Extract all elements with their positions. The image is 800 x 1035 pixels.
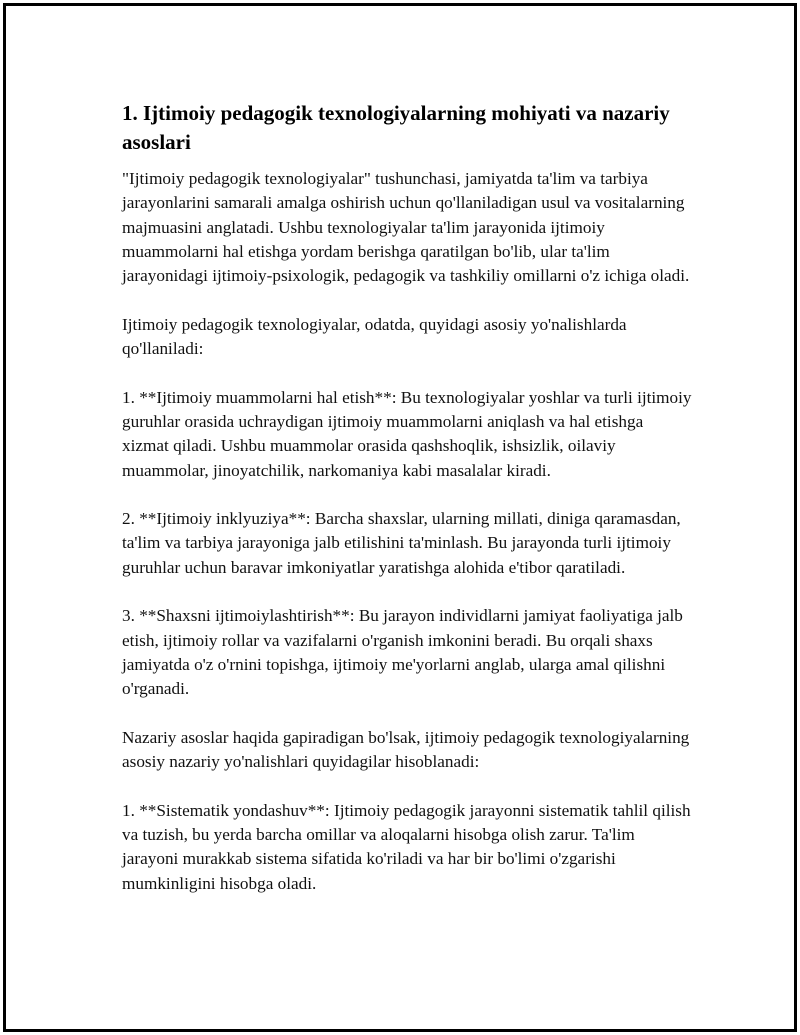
paragraph-directions: Ijtimoiy pedagogik texnologiyalar, odatda, quyidagi asosiy yo'nalishlarda qo'llaniladi:	[122, 314, 627, 359]
document-body	[122, 99, 694, 920]
list-item-social-inclusion: 2. **Ijtimoiy inklyuziya**: Barcha shaxslar, ularning millati, diniga qaramasdan, ta'lim va tarbiya jarayoniga jalb etilishini ta'minlash. Bu jarayonda turli ijtimoiy guruhlar uchun baravar imkoniyatlar yaratishga alohida e'tibor qaratiladi.	[122, 509, 681, 577]
list-item-socialization: 3. **Shaxsni ijtimoiylashtirish**: Bu jarayon individlarni jamiyat faoliyatiga jalb etish, ijtimoiy rollar va vazifalarni o'rganish imkonini beradi. Bu orqali shaxs jamiyatda o'z o'rnini topishga, ijtimoiy me'yorlarni anglab, ularga amal qilishni o'rganadi.	[122, 606, 683, 699]
paragraph-intro: "Ijtimoiy pedagogik texnologiyalar" tushunchasi, jamiyatda ta'lim va tarbiya jarayonlarini samarali amalga oshirish uchun qo'llaniladigan usul va vositalarning majmuasini anglatadi. Ushbu texnologiyalar ta'lim jarayonida ijtimoiy muammolarni hal etishga yordam berishga qaratilgan bo'lib, ular ta'lim jarayonidagi ijtimoiy-psixologik, pedagogik va tashkiliy omillarni o'z ichiga oladi.	[122, 169, 690, 286]
page-frame	[3, 3, 797, 1032]
paragraph-theoretical-bases: Nazariy asoslar haqida gapiradigan bo'lsak, ijtimoiy pedagogik texnologiyalarning asosiy nazariy yo'nalishlari quyidagilar hisoblanadi:	[122, 727, 690, 772]
document-title: 1. Ijtimoiy pedagogik texnologiyalarning mohiyati va nazariy asoslari	[122, 101, 670, 154]
list-item-social-problems: 1. **Ijtimoiy muammolarni hal etish**: Bu texnologiyalar yoshlar va turli ijtimoiy guruhlar orasida uchraydigan ijtimoiy muammolarni aniqlash va hal etishga xizmat qiladi. Ushbu muammolar orasida qashshoqlik, ishsizlik, oilaviy muammolar, jinoyatchilik, narkomaniya kabi masalalar kiradi.	[122, 387, 692, 480]
list-item-systematic-approach: 1. **Sistematik yondashuv**: Ijtimoiy pedagogik jarayonni sistematik tahlil qilish va tuzish, bu yerda barcha omillar va aloqalarni hisobga olish zarur. Ta'lim jarayoni murakkab sistema sifatida ko'riladi va har bir bo'limi o'zgarishi mumkinligini hisobga oladi.	[122, 800, 691, 893]
